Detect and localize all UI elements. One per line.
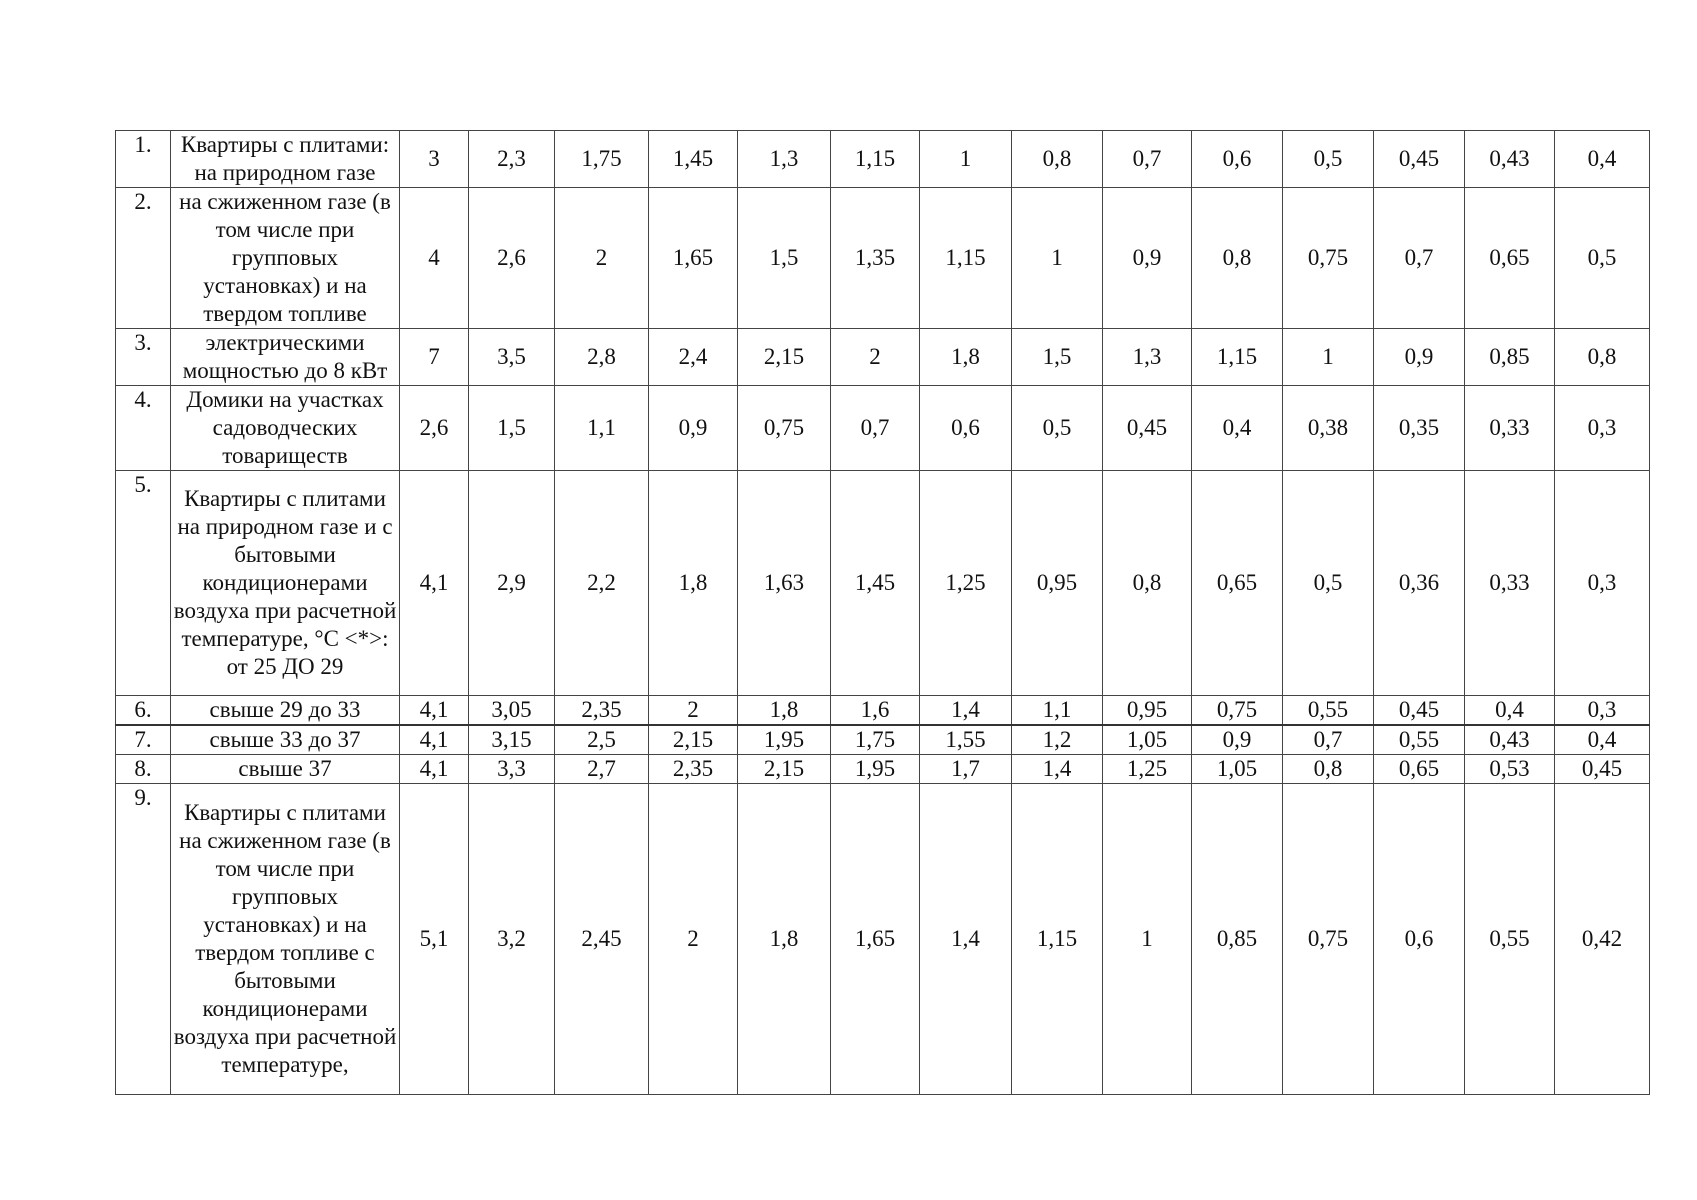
value-cell: 1,5: [469, 386, 555, 471]
table-row: [116, 755, 1650, 784]
value-cell: 2: [649, 696, 738, 726]
value-cell: 0,7: [831, 386, 920, 471]
value-cell: 0,8: [1192, 188, 1283, 329]
row-description: электрическими мощностью до 8 кВт: [171, 329, 400, 386]
value-cell: 3,3: [469, 755, 555, 784]
value-cell: 0,45: [1103, 386, 1192, 471]
value-cell: 0,65: [1192, 471, 1283, 696]
value-cell: 7: [400, 329, 469, 386]
table-row: [116, 329, 1650, 386]
value-cell: 0,33: [1465, 471, 1555, 696]
value-cell: 0,4: [1192, 386, 1283, 471]
value-cell: 1: [1283, 329, 1374, 386]
value-cell: 2,3: [469, 131, 555, 188]
row-number: 4.: [116, 386, 171, 471]
value-cell: 0,9: [1192, 725, 1283, 755]
row-number: 6.: [116, 696, 171, 726]
value-cell: 0,75: [1283, 784, 1374, 1095]
value-cell: 1,3: [1103, 329, 1192, 386]
value-cell: 0,6: [1374, 784, 1465, 1095]
value-cell: 0,55: [1283, 696, 1374, 726]
value-cell: 0,55: [1465, 784, 1555, 1095]
value-cell: 0,7: [1283, 725, 1374, 755]
value-cell: 0,9: [649, 386, 738, 471]
value-cell: 0,75: [1283, 188, 1374, 329]
value-cell: 5,1: [400, 784, 469, 1095]
value-cell: 1,15: [831, 131, 920, 188]
value-cell: 0,8: [1103, 471, 1192, 696]
coefficients-table: [115, 130, 1650, 1095]
value-cell: 1,15: [1012, 784, 1103, 1095]
value-cell: 0,8: [1012, 131, 1103, 188]
value-cell: 1,35: [831, 188, 920, 329]
value-cell: 0,45: [1374, 131, 1465, 188]
value-cell: 1,25: [920, 471, 1012, 696]
value-cell: 1,15: [1192, 329, 1283, 386]
value-cell: 0,5: [1012, 386, 1103, 471]
value-cell: 4: [400, 188, 469, 329]
value-cell: 0,7: [1103, 131, 1192, 188]
row-description: Квартиры с плитами: на природном газе: [171, 131, 400, 188]
value-cell: 4,1: [400, 471, 469, 696]
row-description: свыше 33 до 37: [171, 725, 400, 755]
value-cell: 0,55: [1374, 725, 1465, 755]
value-cell: 0,5: [1283, 131, 1374, 188]
row-description: свыше 29 до 33: [171, 696, 400, 726]
value-cell: 1,95: [738, 725, 831, 755]
value-cell: 0,65: [1374, 755, 1465, 784]
value-cell: 1,2: [1012, 725, 1103, 755]
value-cell: 2,35: [649, 755, 738, 784]
value-cell: 1,15: [920, 188, 1012, 329]
row-description: на сжиженном газе (в том числе при групповых установках) и на твердом топливе: [171, 188, 400, 329]
table-row: [116, 725, 1650, 755]
value-cell: 0,5: [1555, 188, 1650, 329]
value-cell: 0,36: [1374, 471, 1465, 696]
value-cell: 2,2: [555, 471, 649, 696]
value-cell: 0,3: [1555, 471, 1650, 696]
row-description: Домики на участках садоводческих товариществ: [171, 386, 400, 471]
value-cell: 0,42: [1555, 784, 1650, 1095]
value-cell: 0,4: [1465, 696, 1555, 726]
value-cell: 0,6: [920, 386, 1012, 471]
value-cell: 1,05: [1103, 725, 1192, 755]
table-row: [116, 784, 1650, 1095]
value-cell: 4,1: [400, 725, 469, 755]
row-number: 2.: [116, 188, 171, 329]
row-number: 3.: [116, 329, 171, 386]
value-cell: 1: [920, 131, 1012, 188]
value-cell: 0,5: [1283, 471, 1374, 696]
value-cell: 0,43: [1465, 725, 1555, 755]
value-cell: 0,8: [1555, 329, 1650, 386]
value-cell: 1,8: [738, 784, 831, 1095]
value-cell: 1,5: [1012, 329, 1103, 386]
row-description: Квартиры с плитами на сжиженном газе (в том числе при групповых установках) и на твердом топливе с бытовыми кондиционерами воздуха при расчетной температуре,: [171, 784, 400, 1095]
value-cell: 1,7: [920, 755, 1012, 784]
value-cell: 0,75: [1192, 696, 1283, 726]
value-cell: 1,75: [831, 725, 920, 755]
value-cell: 0,43: [1465, 131, 1555, 188]
table-body: [116, 131, 1650, 1095]
value-cell: 1,65: [831, 784, 920, 1095]
value-cell: 0,45: [1555, 755, 1650, 784]
value-cell: 1,8: [920, 329, 1012, 386]
value-cell: 0,38: [1283, 386, 1374, 471]
value-cell: 2,9: [469, 471, 555, 696]
value-cell: 2,35: [555, 696, 649, 726]
value-cell: 0,53: [1465, 755, 1555, 784]
value-cell: 1,75: [555, 131, 649, 188]
value-cell: 2,4: [649, 329, 738, 386]
value-cell: 2: [555, 188, 649, 329]
value-cell: 1,5: [738, 188, 831, 329]
table-row: [116, 131, 1650, 188]
value-cell: 3,05: [469, 696, 555, 726]
value-cell: 0,45: [1374, 696, 1465, 726]
value-cell: 0,33: [1465, 386, 1555, 471]
table-row: [116, 188, 1650, 329]
value-cell: 1,1: [1012, 696, 1103, 726]
value-cell: 4,1: [400, 755, 469, 784]
value-cell: 0,9: [1374, 329, 1465, 386]
value-cell: 2,15: [738, 755, 831, 784]
value-cell: 0,35: [1374, 386, 1465, 471]
value-cell: 2,7: [555, 755, 649, 784]
value-cell: 1,8: [738, 696, 831, 726]
value-cell: 1: [1103, 784, 1192, 1095]
value-cell: 3,15: [469, 725, 555, 755]
value-cell: 2,45: [555, 784, 649, 1095]
value-cell: 1,25: [1103, 755, 1192, 784]
value-cell: 2,5: [555, 725, 649, 755]
value-cell: 0,8: [1283, 755, 1374, 784]
value-cell: 2: [649, 784, 738, 1095]
row-number: 1.: [116, 131, 171, 188]
value-cell: 0,7: [1374, 188, 1465, 329]
value-cell: 2,15: [738, 329, 831, 386]
value-cell: 2,15: [649, 725, 738, 755]
value-cell: 0,4: [1555, 725, 1650, 755]
value-cell: 2,6: [400, 386, 469, 471]
value-cell: 1,45: [831, 471, 920, 696]
table-row: [116, 471, 1650, 696]
value-cell: 1: [1012, 188, 1103, 329]
value-cell: 3: [400, 131, 469, 188]
row-number: 8.: [116, 755, 171, 784]
row-number: 9.: [116, 784, 171, 1095]
value-cell: 0,85: [1465, 329, 1555, 386]
value-cell: 1,65: [649, 188, 738, 329]
row-description: Квартиры с плитами на природном газе и с бытовыми кондиционерами воздуха при расчетной температуре, °С <*>: от 25 ДО 29: [171, 471, 400, 696]
value-cell: 1,4: [920, 784, 1012, 1095]
value-cell: 2,6: [469, 188, 555, 329]
value-cell: 1,05: [1192, 755, 1283, 784]
value-cell: 0,9: [1103, 188, 1192, 329]
value-cell: 0,3: [1555, 696, 1650, 726]
value-cell: 0,65: [1465, 188, 1555, 329]
value-cell: 1,8: [649, 471, 738, 696]
value-cell: 1,45: [649, 131, 738, 188]
value-cell: 2,8: [555, 329, 649, 386]
value-cell: 0,95: [1012, 471, 1103, 696]
value-cell: 0,75: [738, 386, 831, 471]
value-cell: 1,63: [738, 471, 831, 696]
value-cell: 4,1: [400, 696, 469, 726]
row-description: свыше 37: [171, 755, 400, 784]
row-number: 5.: [116, 471, 171, 696]
table-row: [116, 696, 1650, 726]
value-cell: 3,2: [469, 784, 555, 1095]
value-cell: 0,6: [1192, 131, 1283, 188]
value-cell: 1,3: [738, 131, 831, 188]
value-cell: 0,85: [1192, 784, 1283, 1095]
row-number: 7.: [116, 725, 171, 755]
value-cell: 1,1: [555, 386, 649, 471]
value-cell: 0,4: [1555, 131, 1650, 188]
value-cell: 3,5: [469, 329, 555, 386]
value-cell: 1,4: [1012, 755, 1103, 784]
value-cell: 1,6: [831, 696, 920, 726]
table-row: [116, 386, 1650, 471]
value-cell: 1,95: [831, 755, 920, 784]
value-cell: 0,95: [1103, 696, 1192, 726]
value-cell: 1,4: [920, 696, 1012, 726]
value-cell: 0,3: [1555, 386, 1650, 471]
value-cell: 2: [831, 329, 920, 386]
value-cell: 1,55: [920, 725, 1012, 755]
